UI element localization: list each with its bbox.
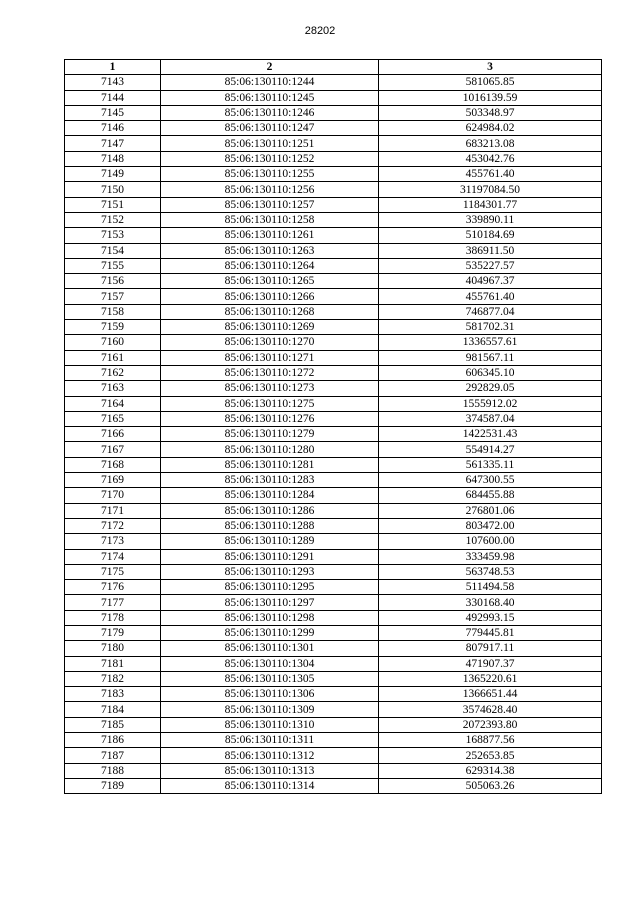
cadastral-number-cell: 85:06:130110:1293 (161, 564, 379, 579)
row-number-cell: 7186 (65, 733, 161, 748)
value-cell: 563748.53 (379, 564, 602, 579)
table-row (65, 320, 602, 335)
column-header-1: 1 (65, 60, 161, 75)
value-cell: 31197084.50 (379, 182, 602, 197)
table-row (65, 75, 602, 90)
value-cell: 779445.81 (379, 625, 602, 640)
table-row (65, 534, 602, 549)
table-row (65, 778, 602, 793)
row-number-cell: 7168 (65, 457, 161, 472)
row-number-cell: 7161 (65, 350, 161, 365)
table-row (65, 763, 602, 778)
row-number-cell: 7167 (65, 442, 161, 457)
row-number-cell: 7173 (65, 534, 161, 549)
value-cell: 1016139.59 (379, 90, 602, 105)
cadastral-number-cell: 85:06:130110:1270 (161, 335, 379, 350)
table-row (65, 748, 602, 763)
row-number-cell: 7153 (65, 228, 161, 243)
value-cell: 581065.85 (379, 75, 602, 90)
value-cell: 404967.37 (379, 274, 602, 289)
cadastral-number-cell: 85:06:130110:1310 (161, 717, 379, 732)
cadastral-number-cell: 85:06:130110:1281 (161, 457, 379, 472)
value-cell: 1422531.43 (379, 427, 602, 442)
value-cell: 511494.58 (379, 580, 602, 595)
table-row (65, 243, 602, 258)
table-row (65, 90, 602, 105)
value-cell: 3574628.40 (379, 702, 602, 717)
row-number-cell: 7156 (65, 274, 161, 289)
table-row (65, 641, 602, 656)
value-cell: 510184.69 (379, 228, 602, 243)
table-row (65, 411, 602, 426)
row-number-cell: 7181 (65, 656, 161, 671)
table-row (65, 228, 602, 243)
table-body (65, 75, 602, 794)
value-cell: 1365220.61 (379, 671, 602, 686)
row-number-cell: 7182 (65, 671, 161, 686)
value-cell: 981567.11 (379, 350, 602, 365)
table-row (65, 518, 602, 533)
cadastral-number-cell: 85:06:130110:1313 (161, 763, 379, 778)
cadastral-number-cell: 85:06:130110:1289 (161, 534, 379, 549)
value-cell: 333459.98 (379, 549, 602, 564)
value-cell: 1184301.77 (379, 197, 602, 212)
row-number-cell: 7165 (65, 411, 161, 426)
cadastral-number-cell: 85:06:130110:1258 (161, 212, 379, 227)
cadastral-number-cell: 85:06:130110:1295 (161, 580, 379, 595)
value-cell: 292829.05 (379, 381, 602, 396)
row-number-cell: 7183 (65, 687, 161, 702)
cadastral-number-cell: 85:06:130110:1288 (161, 518, 379, 533)
value-cell: 684455.88 (379, 488, 602, 503)
cadastral-number-cell: 85:06:130110:1309 (161, 702, 379, 717)
value-cell: 505063.26 (379, 778, 602, 793)
row-number-cell: 7170 (65, 488, 161, 503)
table-row (65, 182, 602, 197)
cadastral-number-cell: 85:06:130110:1265 (161, 274, 379, 289)
table-row (65, 564, 602, 579)
table-row (65, 396, 602, 411)
value-cell: 471907.37 (379, 656, 602, 671)
value-cell: 276801.06 (379, 503, 602, 518)
value-cell: 535227.57 (379, 258, 602, 273)
column-header-2: 2 (161, 60, 379, 75)
value-cell: 168877.56 (379, 733, 602, 748)
cadastral-number-cell: 85:06:130110:1273 (161, 381, 379, 396)
table-row (65, 381, 602, 396)
cadastral-number-cell: 85:06:130110:1246 (161, 105, 379, 120)
row-number-cell: 7152 (65, 212, 161, 227)
table-row (65, 671, 602, 686)
table-row (65, 151, 602, 166)
cadastral-number-cell: 85:06:130110:1247 (161, 121, 379, 136)
value-cell: 386911.50 (379, 243, 602, 258)
value-cell: 2072393.80 (379, 717, 602, 732)
row-number-cell: 7157 (65, 289, 161, 304)
value-cell: 455761.40 (379, 167, 602, 182)
table-row (65, 197, 602, 212)
value-cell: 581702.31 (379, 320, 602, 335)
value-cell: 330168.40 (379, 595, 602, 610)
value-cell: 453042.76 (379, 151, 602, 166)
row-number-cell: 7172 (65, 518, 161, 533)
row-number-cell: 7189 (65, 778, 161, 793)
value-cell: 503348.97 (379, 105, 602, 120)
table-row (65, 105, 602, 120)
table-row (65, 136, 602, 151)
cadastral-number-cell: 85:06:130110:1284 (161, 488, 379, 503)
table-row (65, 167, 602, 182)
cadastral-number-cell: 85:06:130110:1276 (161, 411, 379, 426)
row-number-cell: 7160 (65, 335, 161, 350)
row-number-cell: 7147 (65, 136, 161, 151)
value-cell: 807917.11 (379, 641, 602, 656)
table-row (65, 335, 602, 350)
table-row (65, 350, 602, 365)
cadastral-number-cell: 85:06:130110:1286 (161, 503, 379, 518)
value-cell: 624984.02 (379, 121, 602, 136)
row-number-cell: 7145 (65, 105, 161, 120)
row-number-cell: 7171 (65, 503, 161, 518)
cadastral-number-cell: 85:06:130110:1255 (161, 167, 379, 182)
value-cell: 492993.15 (379, 610, 602, 625)
row-number-cell: 7175 (65, 564, 161, 579)
value-cell: 554914.27 (379, 442, 602, 457)
table-row (65, 656, 602, 671)
row-number-cell: 7174 (65, 549, 161, 564)
cadastral-number-cell: 85:06:130110:1312 (161, 748, 379, 763)
value-cell: 1555912.02 (379, 396, 602, 411)
row-number-cell: 7176 (65, 580, 161, 595)
cadastral-number-cell: 85:06:130110:1279 (161, 427, 379, 442)
table-row (65, 702, 602, 717)
table-row (65, 580, 602, 595)
cadastral-number-cell: 85:06:130110:1311 (161, 733, 379, 748)
row-number-cell: 7155 (65, 258, 161, 273)
cadastral-number-cell: 85:06:130110:1269 (161, 320, 379, 335)
row-number-cell: 7158 (65, 304, 161, 319)
row-number-cell: 7188 (65, 763, 161, 778)
table-row (65, 717, 602, 732)
row-number-cell: 7144 (65, 90, 161, 105)
value-cell: 1366651.44 (379, 687, 602, 702)
row-number-cell: 7187 (65, 748, 161, 763)
cadastral-number-cell: 85:06:130110:1261 (161, 228, 379, 243)
row-number-cell: 7164 (65, 396, 161, 411)
cadastral-number-cell: 85:06:130110:1305 (161, 671, 379, 686)
row-number-cell: 7154 (65, 243, 161, 258)
column-header-3: 3 (379, 60, 602, 75)
cadastral-number-cell: 85:06:130110:1306 (161, 687, 379, 702)
cadastral-number-cell: 85:06:130110:1256 (161, 182, 379, 197)
cadastral-number-cell: 85:06:130110:1298 (161, 610, 379, 625)
table-row (65, 289, 602, 304)
row-number-cell: 7185 (65, 717, 161, 732)
row-number-cell: 7159 (65, 320, 161, 335)
row-number-cell: 7150 (65, 182, 161, 197)
cadastral-number-cell: 85:06:130110:1304 (161, 656, 379, 671)
table-row (65, 212, 602, 227)
cadastral-number-cell: 85:06:130110:1245 (161, 90, 379, 105)
table-row (65, 274, 602, 289)
value-cell: 561335.11 (379, 457, 602, 472)
cadastral-number-cell: 85:06:130110:1280 (161, 442, 379, 457)
row-number-cell: 7162 (65, 365, 161, 380)
cadastral-number-cell: 85:06:130110:1291 (161, 549, 379, 564)
table-row (65, 625, 602, 640)
table-row (65, 488, 602, 503)
value-cell: 1336557.61 (379, 335, 602, 350)
row-number-cell: 7180 (65, 641, 161, 656)
value-cell: 683213.08 (379, 136, 602, 151)
row-number-cell: 7151 (65, 197, 161, 212)
table-row (65, 365, 602, 380)
table-row (65, 595, 602, 610)
cadastral-number-cell: 85:06:130110:1266 (161, 289, 379, 304)
value-cell: 107600.00 (379, 534, 602, 549)
row-number-cell: 7178 (65, 610, 161, 625)
cadastral-number-cell: 85:06:130110:1263 (161, 243, 379, 258)
cadastral-number-cell: 85:06:130110:1272 (161, 365, 379, 380)
row-number-cell: 7149 (65, 167, 161, 182)
value-cell: 629314.38 (379, 763, 602, 778)
cadastral-number-cell: 85:06:130110:1264 (161, 258, 379, 273)
table-row (65, 121, 602, 136)
row-number-cell: 7143 (65, 75, 161, 90)
cadastral-number-cell: 85:06:130110:1297 (161, 595, 379, 610)
cadastral-number-cell: 85:06:130110:1283 (161, 473, 379, 488)
value-cell: 455761.40 (379, 289, 602, 304)
table-row (65, 503, 602, 518)
row-number-cell: 7163 (65, 381, 161, 396)
table-row (65, 258, 602, 273)
row-number-cell: 7146 (65, 121, 161, 136)
cadastral-number-cell: 85:06:130110:1299 (161, 625, 379, 640)
table-row (65, 687, 602, 702)
cadastral-number-cell: 85:06:130110:1252 (161, 151, 379, 166)
table-header-row (65, 60, 602, 75)
table-row (65, 457, 602, 472)
cadastral-number-cell: 85:06:130110:1275 (161, 396, 379, 411)
data-table (64, 59, 602, 794)
row-number-cell: 7148 (65, 151, 161, 166)
cadastral-number-cell: 85:06:130110:1257 (161, 197, 379, 212)
value-cell: 746877.04 (379, 304, 602, 319)
cadastral-number-cell: 85:06:130110:1244 (161, 75, 379, 90)
table-row (65, 549, 602, 564)
row-number-cell: 7177 (65, 595, 161, 610)
cadastral-number-cell: 85:06:130110:1314 (161, 778, 379, 793)
table-row (65, 427, 602, 442)
value-cell: 803472.00 (379, 518, 602, 533)
cadastral-number-cell: 85:06:130110:1251 (161, 136, 379, 151)
row-number-cell: 7166 (65, 427, 161, 442)
cadastral-number-cell: 85:06:130110:1268 (161, 304, 379, 319)
page-number: 28202 (304, 25, 336, 37)
row-number-cell: 7184 (65, 702, 161, 717)
value-cell: 606345.10 (379, 365, 602, 380)
cadastral-number-cell: 85:06:130110:1271 (161, 350, 379, 365)
table-row (65, 473, 602, 488)
value-cell: 252653.85 (379, 748, 602, 763)
table-row (65, 610, 602, 625)
table-row (65, 733, 602, 748)
value-cell: 339890.11 (379, 212, 602, 227)
row-number-cell: 7169 (65, 473, 161, 488)
table-row (65, 304, 602, 319)
value-cell: 647300.55 (379, 473, 602, 488)
cadastral-number-cell: 85:06:130110:1301 (161, 641, 379, 656)
value-cell: 374587.04 (379, 411, 602, 426)
row-number-cell: 7179 (65, 625, 161, 640)
table-row (65, 442, 602, 457)
